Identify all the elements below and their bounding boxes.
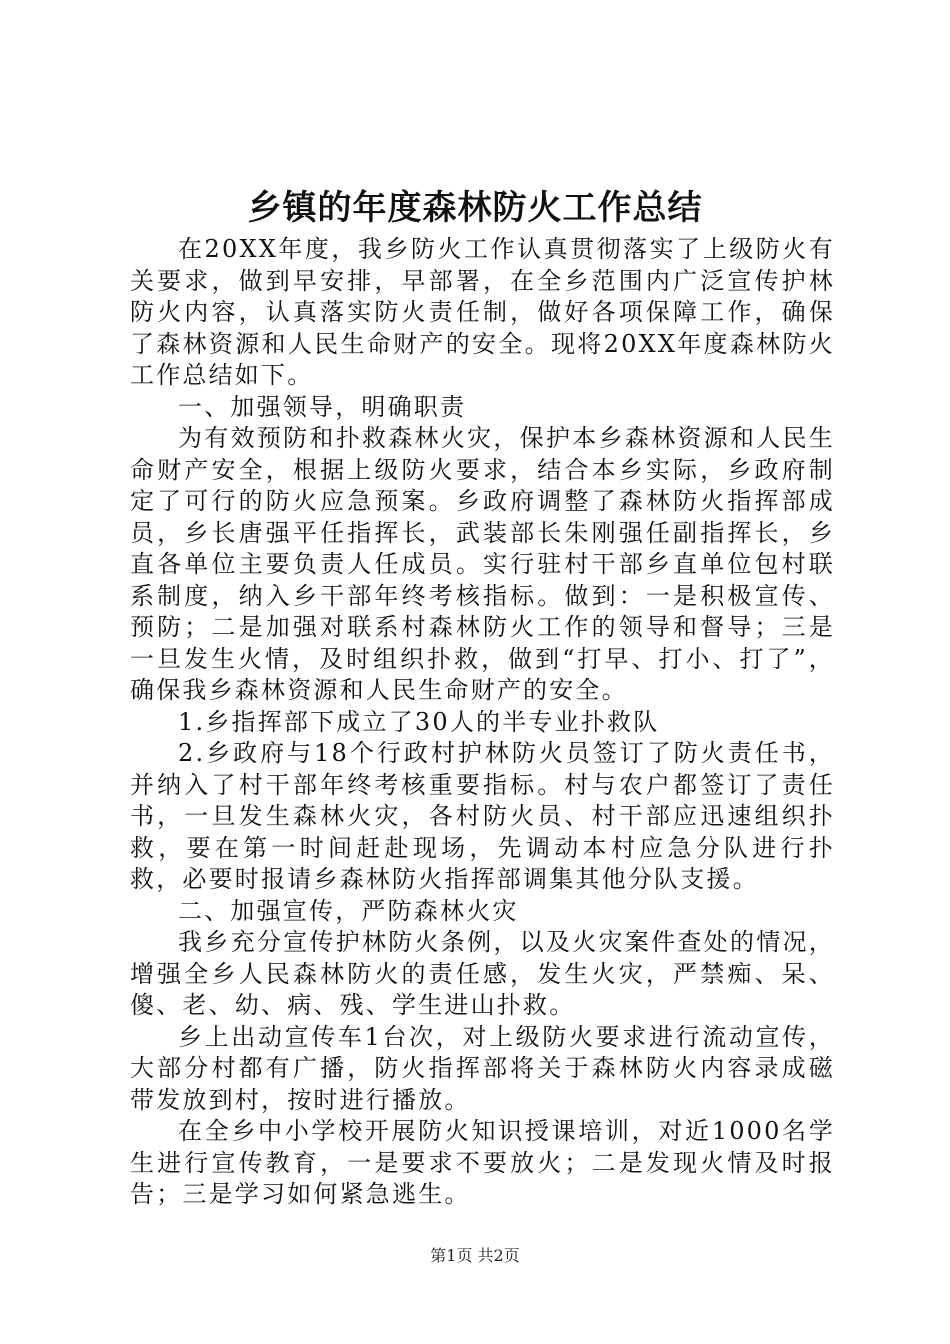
body-paragraph: 为有效预防和扑救森林火灾，保护本乡森林资源和人民生命财产安全，根据上级防火要求，结合本乡实际，乡政府制定了可行的防火应急预案。乡政府调整了森林防火指挥部成员，乡长唐强平任指挥长，武装部长朱刚强任副指挥长，乡直各单位主要负责人任成员。实行驻村干部乡直单位包村联系制度，纳入乡干部年终考核指标。做到：一是积极宣传、预防；二是加强对联系村森林防火工作的领导和督导；三是一旦发生火情，及时组织扑救，做到“打早、打小、打了”，确保我乡森林资源和人民生命财产的安全。 <box>130 424 835 704</box>
section-heading-1: 一、加强领导，明确职责 <box>178 392 467 421</box>
document-title: 乡镇的年度森林防火工作总结 <box>247 188 703 228</box>
page-number-footer: 第1页 共2页 <box>430 1246 520 1265</box>
section-heading-2: 二、加强宣传，严防森林火灾 <box>178 896 519 925</box>
document-body <box>130 234 835 1211</box>
list-item-2: 2.乡政府与18个行政村护林防火员签订了防火责任书，并纳入了村干部年终考核重要指标。村与农户都签订了责任书，一旦发生森林火灾，各村防火员、村干部应迅速组织扑救，要在第一时间赶赴现场，先调动本村应急分队进行扑救，必要时报请乡森林防火指挥部调集其他分队支援。 <box>130 739 835 893</box>
body-paragraph: 我乡充分宣传护林防火条例，以及火灾案件查处的情况，增强全乡人民森林防火的责任感，发生火灾，严禁痴、呆、傻、老、幼、病、残、学生进山扑救。 <box>130 928 835 1019</box>
list-item-1: 1.乡指挥部下成立了30人的半专业扑救队 <box>178 707 660 736</box>
intro-paragraph: 在20XX年度，我乡防火工作认真贯彻落实了上级防火有关要求，做到早安排，早部署，在全乡范围内广泛宣传护林防火内容，认真落实防火责任制，做好各项保障工作，确保了森林资源和人民生命财产的安全。现将20XX年度森林防火工作总结如下。 <box>130 235 835 389</box>
body-paragraph: 乡上出动宣传车1台次，对上级防火要求进行流动宣传，大部分村都有广播，防火指挥部将关于森林防火内容录成磁带发放到村，按时进行播放。 <box>130 1022 835 1114</box>
body-paragraph: 在全乡中小学校开展防火知识授课培训，对近1000名学生进行宣传教育，一是要求不要放火；二是发现火情及时报告；三是学习如何紧急逃生。 <box>130 1117 835 1208</box>
